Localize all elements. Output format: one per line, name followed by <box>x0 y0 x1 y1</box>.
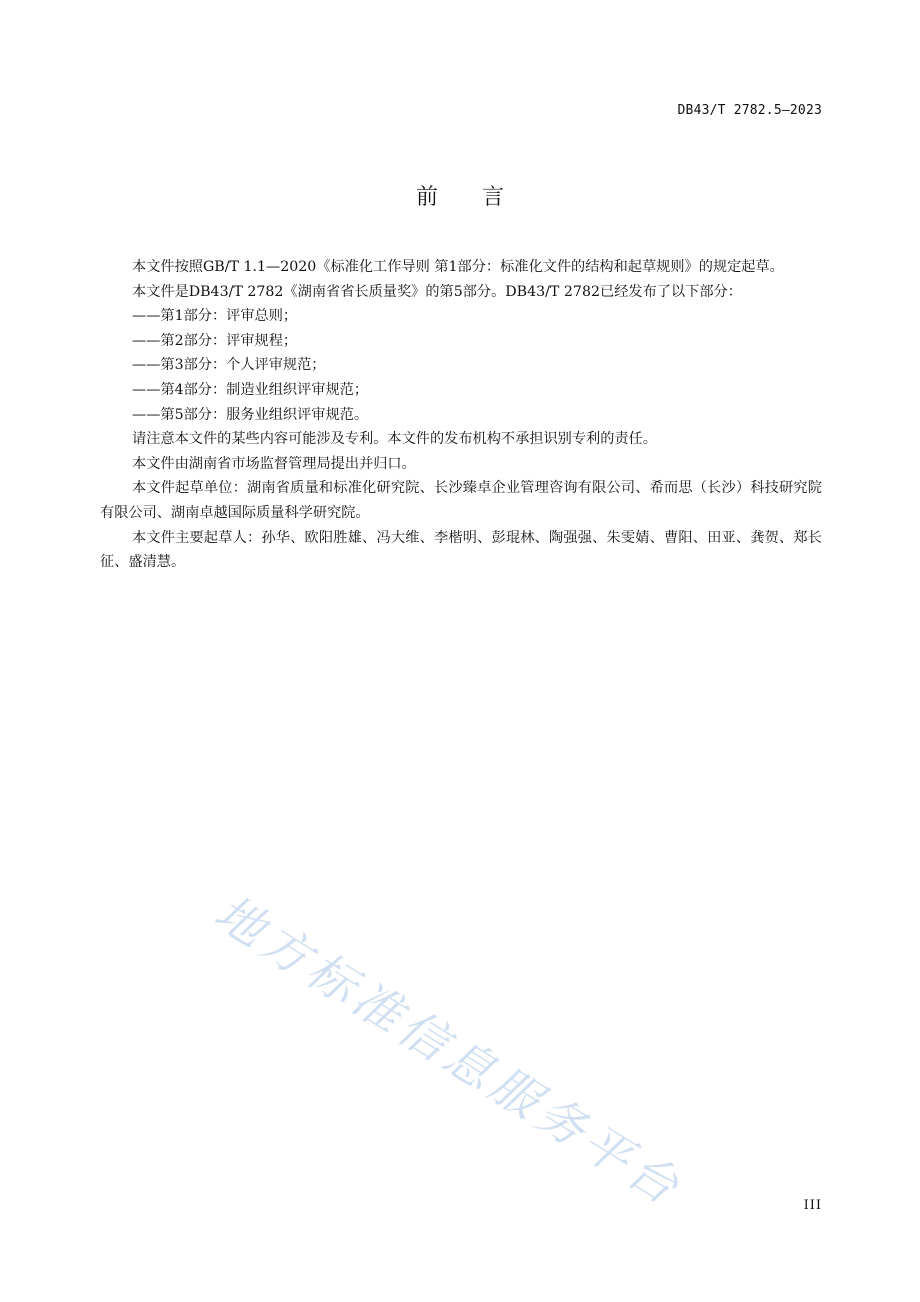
document-code: DB43/T 2782.5—2023 <box>677 103 822 118</box>
paragraph-proposer: 本文件由湖南省市场监督管理局提出并归口。 <box>132 455 416 472</box>
list-item: ——第5部分：服务业组织评审规范。 <box>132 406 369 423</box>
paragraph-part-info: 本文件是DB43/T 2782《湖南省省长质量奖》的第5部分。DB43/T 2782已经发布了以下部分： <box>132 283 742 300</box>
title-char-1: 前 <box>415 185 438 210</box>
paragraph-drafting-units: 本文件起草单位：湖南省质量和标准化研究院、长沙臻卓企业管理咨询有限公司、希而思（长沙）科技研究院有限公司、湖南卓越国际质量科学研究院。 <box>100 480 822 521</box>
page-title <box>0 180 920 211</box>
paragraph-patent-notice: 请注意本文件的某些内容可能涉及专利。本文件的发布机构不承担识别专利的责任。 <box>132 431 657 448</box>
list-item: ——第2部分：评审规程； <box>132 332 298 349</box>
list-item: ——第4部分：制造业组织评审规范； <box>132 381 369 398</box>
title-char-2: 言 <box>482 185 505 210</box>
list-item: ——第1部分：评审总则； <box>132 308 298 325</box>
page-number: III <box>803 1198 822 1213</box>
list-item: ——第3部分：个人评审规范； <box>132 357 326 374</box>
paragraph-drafters: 本文件主要起草人：孙华、欧阳胜雄、冯大维、李楷明、彭琨林、陶强强、朱雯婧、曹阳、田亚、龚贺、郑长征、盛清慧。 <box>100 529 822 571</box>
paragraph-drafting-rules: 本文件按照GB/T 1.1—2020《标准化工作导则 第1部分：标准化文件的结构和起草规则》的规定起草。 <box>132 259 784 275</box>
foreword-body <box>100 255 822 575</box>
watermark: 地方标准信息服务平台 <box>204 884 693 1219</box>
